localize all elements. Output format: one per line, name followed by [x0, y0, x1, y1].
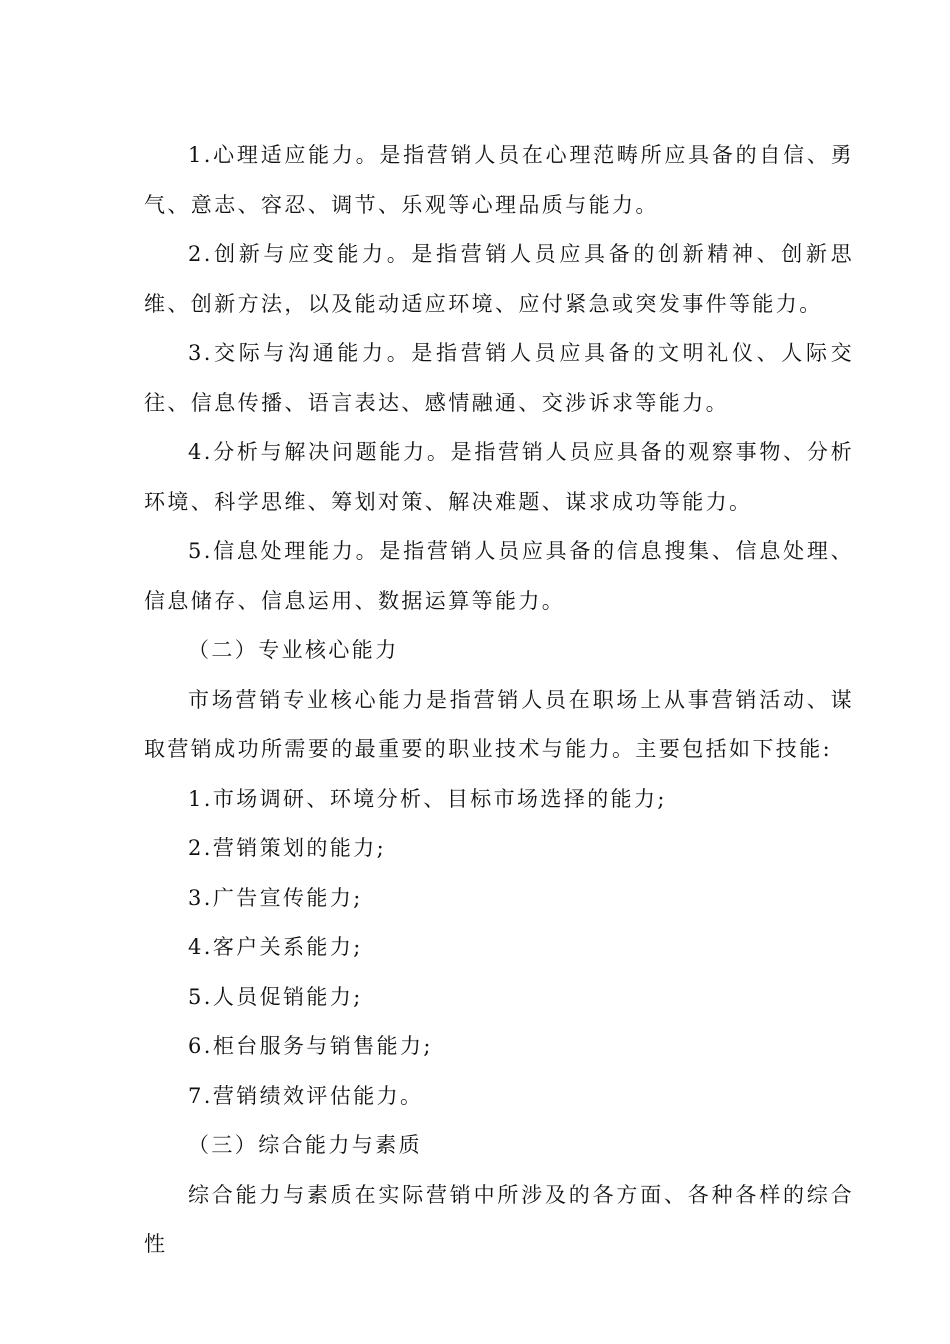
skill-item-4: 4.客户关系能力; — [188, 935, 363, 959]
skill-item-3: 3.广告宣传能力; — [188, 885, 363, 910]
skill-item-2: 2.营销策划的能力; — [188, 836, 387, 860]
skill-item-6: 6.柜台服务与销售能力; — [188, 1034, 433, 1058]
skill-item-7: 7.营销绩效评估能力。 — [188, 1083, 424, 1108]
ability-paragraph-3: 3.交际与沟通能力。是指营销人员应具备的文明礼仪、人际交往、信息传播、语言表达、感情融通、交涉诉求等能力。 — [144, 341, 854, 415]
section-intro-professional-core: 市场营销专业核心能力是指营销人员在职场上从事营销活动、谋取营销成功所需要的最重要的职业技术与能力。主要包括如下技能: — [144, 687, 854, 761]
document-body — [144, 131, 854, 1270]
ability-paragraph-1: 1.心理适应能力。是指营销人员在心理范畴所应具备的自信、勇气、意志、容忍、调节、乐观等心理品质与能力。 — [144, 143, 854, 217]
ability-paragraph-4: 4.分析与解决问题能力。是指营销人员应具备的观察事物、分析环境、科学思维、筹划对策、解决难题、谋求成功等能力。 — [144, 440, 854, 514]
section-intro-comprehensive: 综合能力与素质在实际营销中所涉及的各方面、各种各样的综合性 — [144, 1182, 854, 1256]
skill-item-5: 5.人员促销能力; — [188, 984, 363, 1009]
section-heading-professional-core: （二）专业核心能力 — [188, 638, 399, 662]
ability-paragraph-2: 2.创新与应变能力。是指营销人员应具备的创新精神、创新思维、创新方法，以及能动适应环境、应付紧急或突发事件等能力。 — [144, 242, 854, 316]
section-heading-comprehensive: （三）综合能力与素质 — [188, 1133, 422, 1157]
skill-item-1: 1.市场调研、环境分析、目标市场选择的能力; — [188, 786, 667, 811]
ability-paragraph-5: 5.信息处理能力。是指营销人员应具备的信息搜集、信息处理、信息储存、信息运用、数据运算等能力。 — [144, 539, 854, 613]
